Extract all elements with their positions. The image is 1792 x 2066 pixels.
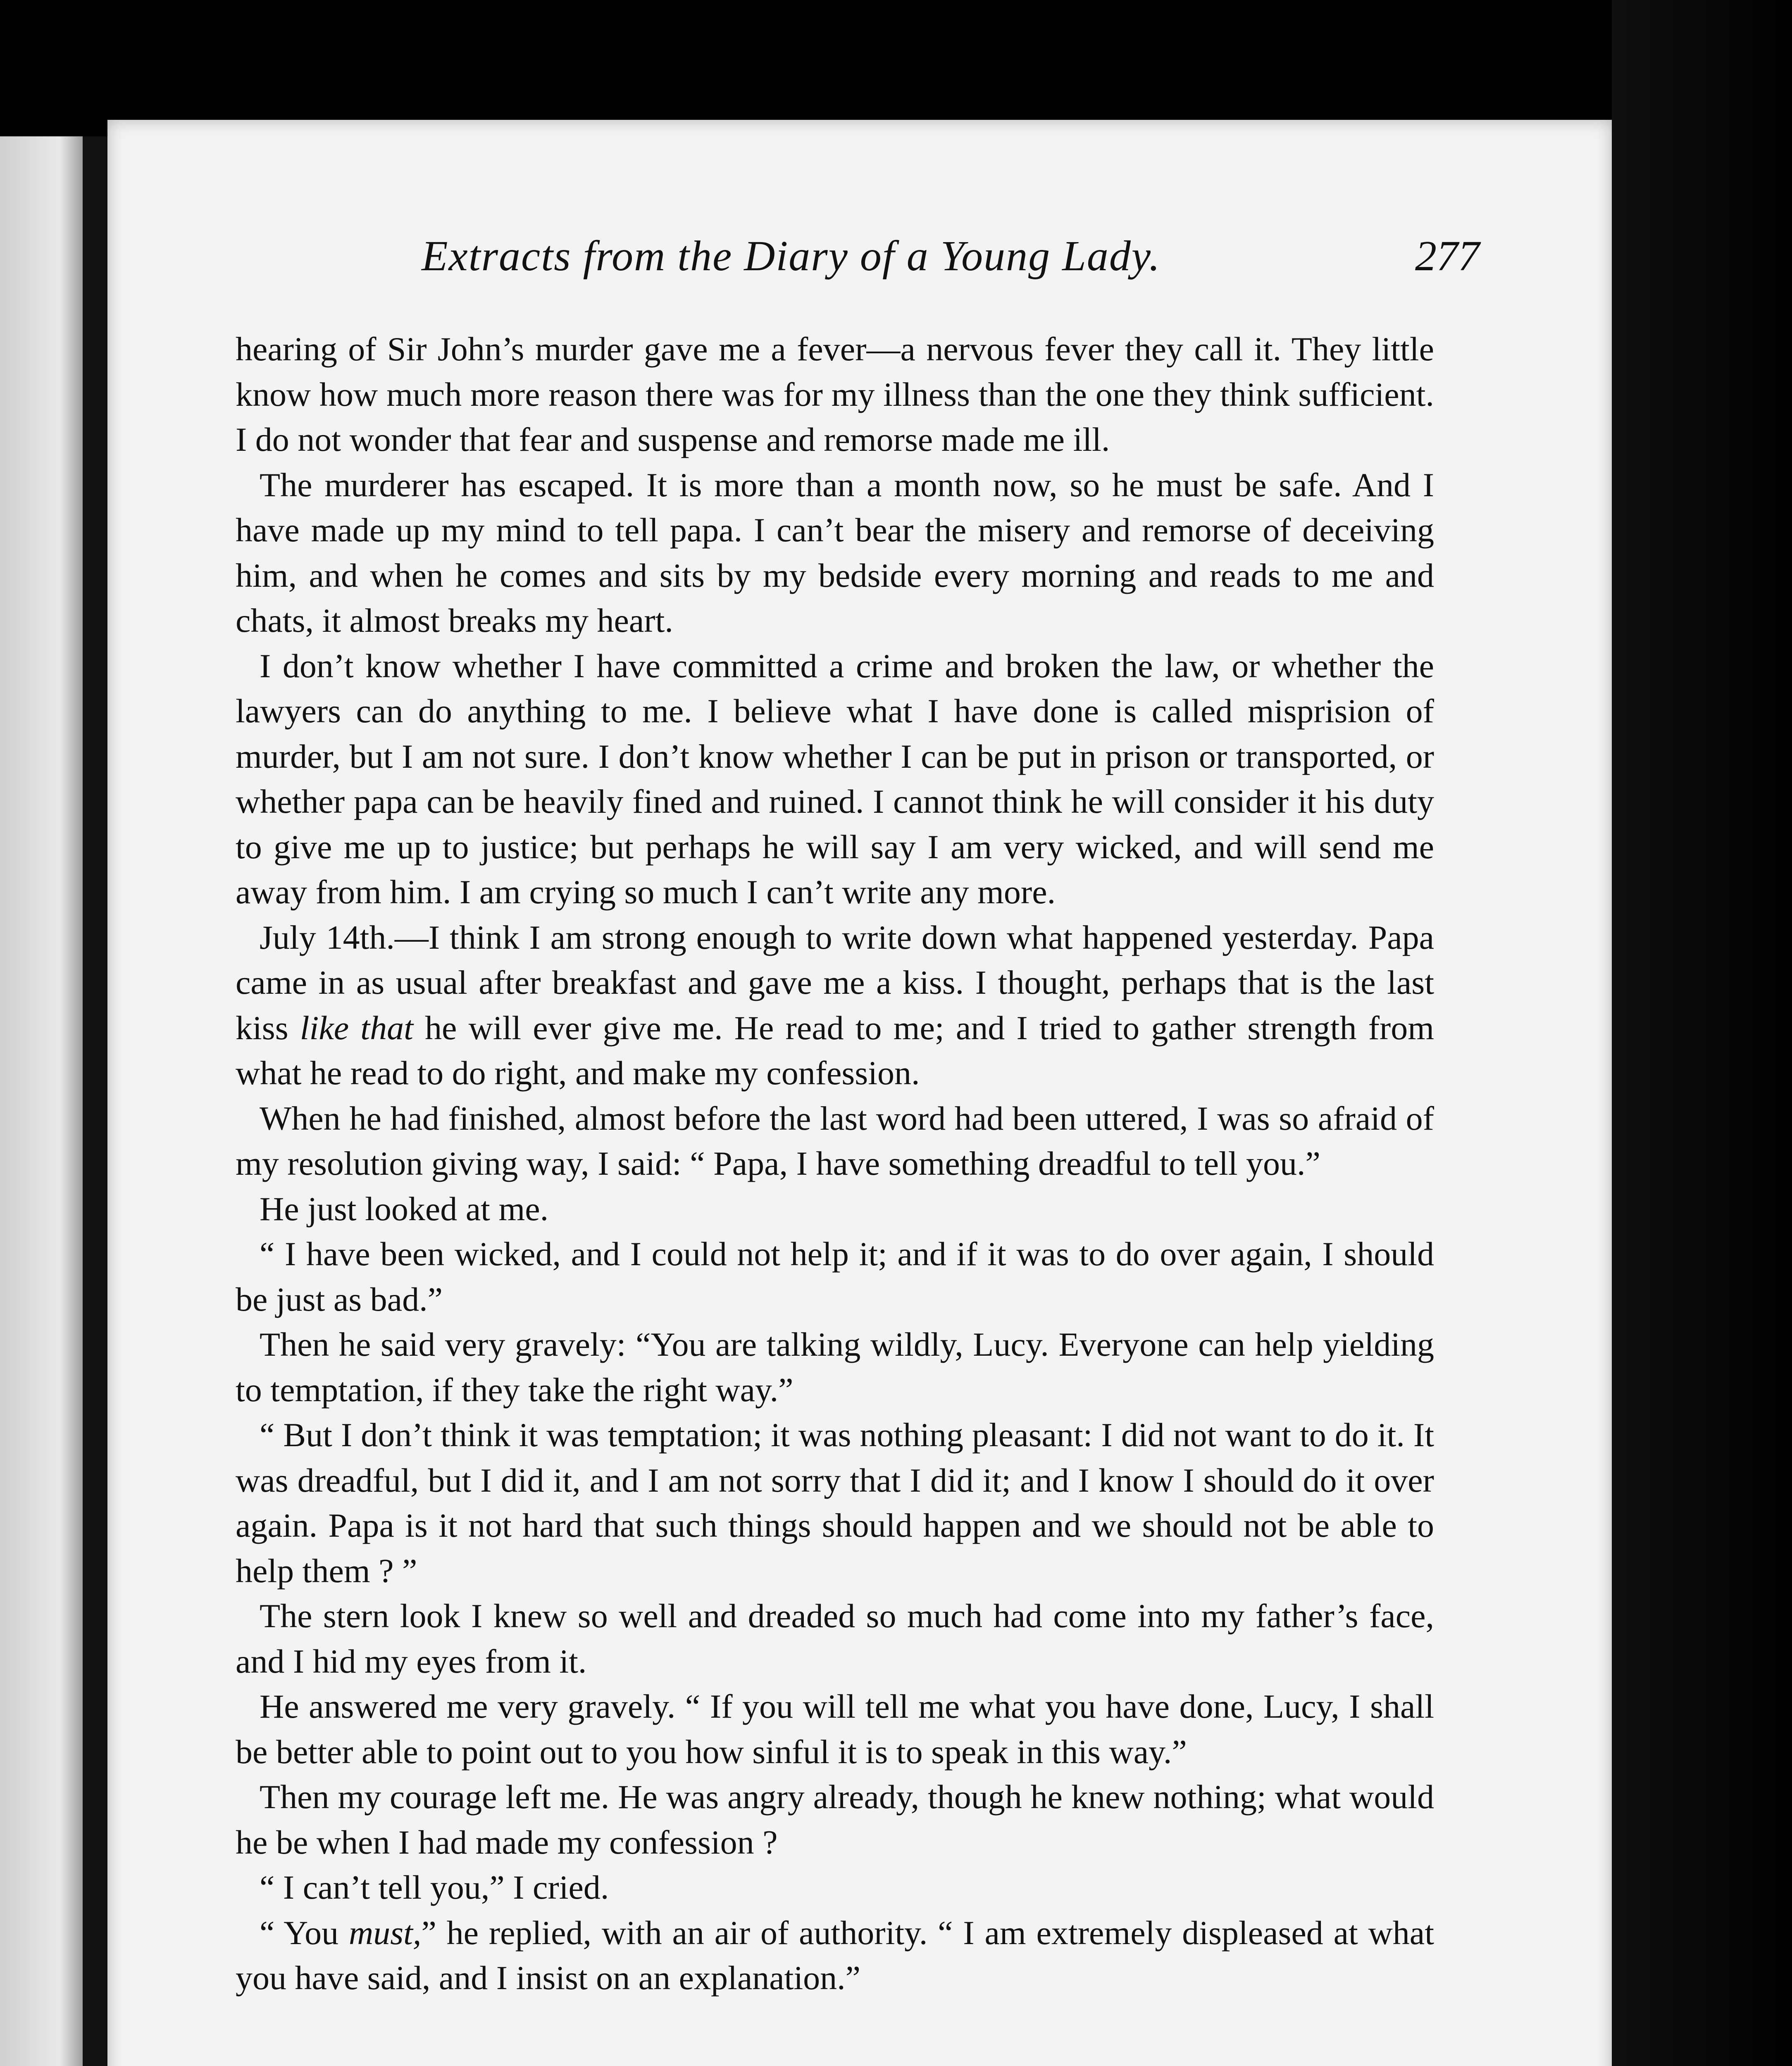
emphasis: must,	[349, 1914, 422, 1952]
paragraph: “ But I don’t think it was temptation; it was nothing pleasant: I did not want to do it. It was dreadful, but I did it, and I am not sorry that I did it; and I know I should do it over again. Papa is it not hard that such things should happen and we should not be able to help them ? ”	[236, 1416, 1434, 1590]
paragraph: “ I can’t tell you,” I cried.	[260, 1868, 609, 1906]
text-run: he will ever give me. He read to me; and I tried to gather strength from what he read to do right, and make my confession.	[236, 1009, 1434, 1092]
right-background	[1612, 0, 1792, 2066]
paragraph: I don’t know whether I have committed a crime and broken the law, or whether the lawyers can do anything to me. I believe what I have done is called misprision of murder, but I am not sure. I don’t know whether I can be put in prison or transported, or whether papa can be heavily fined and ruined. I cannot think he will consider it his duty to give me up to justice; but perhaps he will say I am very wicked, and will send me away from him. I am crying so much I can’t write any more.	[236, 647, 1434, 911]
text-run: July 14th.—I think I am strong enough to write down what happened yesterday. Papa came in as usual after breakfast and gave me a kiss. I thought, perhaps that is the last kiss	[236, 918, 1434, 1047]
text-run: ” he replied, with an air of authority. “ I am extremely displeased at what you have said, and I insist on an explanation.”	[236, 1914, 1434, 1997]
paragraph: He answered me very gravely. “ If you will tell me what you have done, Lucy, I shall be better able to point out to you how sinful it is to speak in this way.”	[236, 1688, 1434, 1771]
paragraph: When he had finished, almost before the last word had been uttered, I was so afraid of my resolution giving way, I said: “ Papa, I have something dreadful to tell you.”	[236, 1099, 1434, 1182]
running-head: Extracts from the Diary of a Young Lady.	[422, 232, 1161, 280]
paragraph: hearing of Sir John’s murder gave me a fever—a nervous fever they call it. They little know how much more reason there was for my illness than the one they think sufficient. I do not wonder that fear and suspense and remorse made me ill.	[236, 330, 1434, 458]
paragraph: The murderer has escaped. It is more than a month now, so he must be safe. And I have made up my mind to tell papa. I can’t bear the misery and remorse of deceiving him, and when he comes and sits by my bedside every morning and reads to me and chats, it almost breaks my heart.	[236, 466, 1434, 639]
text-run: “ You	[260, 1914, 349, 1952]
paragraph: Then he said very gravely: “You are talking wildly, Lucy. Everyone can help yielding to temptation, if they take the right way.”	[236, 1326, 1434, 1409]
page-number: 277	[1415, 232, 1480, 280]
paragraph: Then my courage left me. He was angry already, though he knew nothing; what would he be when I had made my confession ?	[236, 1778, 1434, 1861]
paragraph: He just looked at me.	[260, 1190, 549, 1228]
page-header	[422, 231, 1480, 281]
paragraph	[236, 915, 1434, 1096]
body-text	[236, 326, 1434, 2001]
paragraph: The stern look I knew so well and dreaded so much had come into my father’s face, and I hid my eyes from it.	[236, 1597, 1434, 1680]
emphasis: like that	[300, 1009, 413, 1047]
paragraph: “ I have been wicked, and I could not help it; and if it was to do over again, I should be just as bad.”	[236, 1235, 1434, 1318]
paragraph	[236, 1910, 1434, 2001]
